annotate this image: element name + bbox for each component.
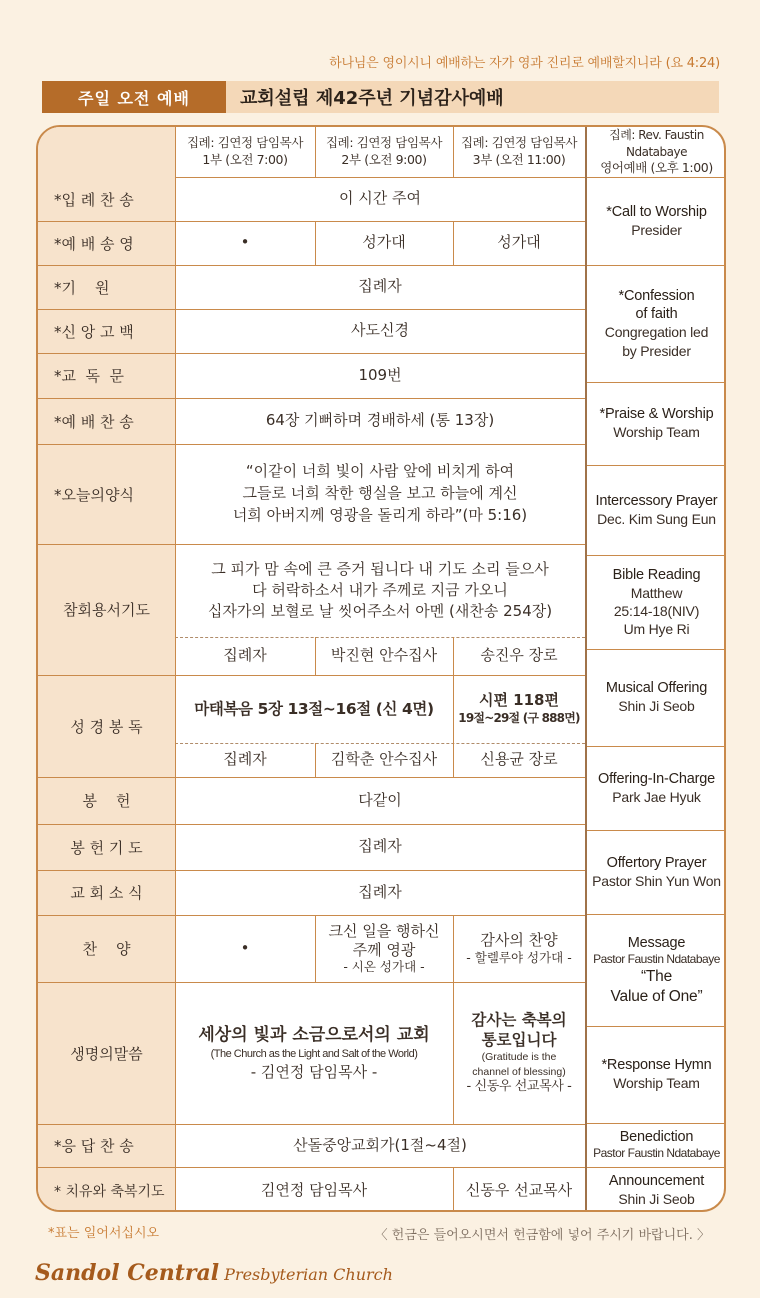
row-label-greet: *예 배 송 영 xyxy=(38,221,175,265)
en-response-sub: Worship Team xyxy=(613,1075,700,1092)
column-header-1-officiant: 집례: 김연정 담임목사 xyxy=(186,135,304,151)
divider xyxy=(315,915,316,982)
divider xyxy=(453,221,454,265)
divider xyxy=(38,265,585,266)
divider xyxy=(585,649,726,650)
en-offering-sub: Park Jae Hyuk xyxy=(612,788,701,805)
divider xyxy=(38,544,585,545)
divider xyxy=(585,555,726,556)
service-title: 교회설립 제42주년 기념감사예배 xyxy=(240,88,504,109)
sermon-12-preacher: - 김연정 담임목사 - xyxy=(250,1062,378,1081)
daily-bread-line-2: 그들로 너희 착한 행실을 보고 하늘에 계신 xyxy=(242,484,518,503)
divider xyxy=(585,1026,726,1027)
invocation-text: 집례자 xyxy=(358,277,402,296)
row-label-scripture: 성 경 봉 독 xyxy=(38,675,175,777)
en-call-to-worship xyxy=(585,177,726,265)
en-message xyxy=(585,914,726,1026)
divider xyxy=(38,309,585,310)
scripture-reader-1: 집례자 xyxy=(223,750,267,769)
anthem-2 xyxy=(315,915,453,982)
row-label-hymn: *예 배 찬 송 xyxy=(38,398,175,444)
en-offertory-sub: Pastor Shin Yun Won xyxy=(592,872,721,889)
scripture-reader-2: 김학춘 안수집사 xyxy=(330,750,438,769)
en-confession-title-1: *Confession xyxy=(618,288,695,305)
divider xyxy=(585,1123,726,1124)
row-label-prayer: *기 원 xyxy=(38,265,175,309)
column-header-3-time: 3부 (오전 11:00) xyxy=(472,152,566,167)
blessing-pastor-12: 김연정 담임목사 xyxy=(260,1180,368,1199)
response-hymn-text: 산돌중앙교회가(1절~4절) xyxy=(293,1135,467,1154)
church-news-text: 집례자 xyxy=(358,882,402,901)
divider xyxy=(453,127,454,177)
repentance-hymn-text xyxy=(175,544,585,637)
en-praise-sub: Worship Team xyxy=(613,424,700,441)
service-label: 주일 오전 예배 xyxy=(42,81,226,113)
sermon-12 xyxy=(175,982,453,1124)
dashed-divider xyxy=(175,743,585,744)
hymn-text: 64장 기뻐하며 경배하세 (통 13장) xyxy=(265,411,495,430)
sermon-12-title: 세상의 빛과 소금으로서의 교회 xyxy=(198,1024,430,1045)
column-header-4-officiant: 집례: Rev. Faustin Ndatabaye xyxy=(609,128,704,159)
church-logo-name: Sandol Central xyxy=(35,1260,220,1286)
divider xyxy=(175,177,585,178)
en-bible-book: Matthew xyxy=(630,584,683,601)
call-to-worship-text: 이 시간 주여 xyxy=(339,189,421,208)
en-benediction-sub: Pastor Faustin Ndatabaye xyxy=(593,1146,720,1161)
scripture-passage-3 xyxy=(453,675,585,743)
en-musical-offering xyxy=(585,649,726,746)
en-praise xyxy=(585,382,726,465)
sermon-3-title-2: 통로입니다 xyxy=(481,1030,557,1049)
order-of-worship-table xyxy=(36,125,726,1212)
scripture-passage-12: 마태복음 5장 13절~16절 (신 4면) xyxy=(194,699,434,718)
row-label-reading: *교 독 문 xyxy=(38,353,175,398)
divider xyxy=(585,914,726,915)
responsive-reading-text: 109번 xyxy=(358,365,402,384)
en-call-title: *Call to Worship xyxy=(606,203,707,220)
church-logo xyxy=(35,1260,393,1286)
divider xyxy=(453,743,454,777)
repentance-line-3: 십자가의 보혈로 날 씻어주소서 아멘 (새찬송 254장) xyxy=(207,602,553,620)
divider xyxy=(38,444,585,445)
scripture-reader-3: 신용균 장로 xyxy=(480,750,558,769)
divider xyxy=(175,127,176,1212)
en-confession-sub-2: by Presider xyxy=(622,342,691,359)
row-label-offertory-prayer: 봉 헌 기 도 xyxy=(38,824,175,870)
en-musical-sub: Shin Ji Seob xyxy=(618,698,695,715)
divider xyxy=(38,777,585,778)
divider xyxy=(585,177,726,178)
en-benediction-title: Benediction xyxy=(619,1129,694,1146)
sermon-3 xyxy=(453,982,585,1124)
en-call-sub: Presider xyxy=(631,221,682,238)
en-confession-sub-1: Congregation led xyxy=(604,324,709,341)
repentance-line-2: 다 허락하소서 내가 주께로 지금 가오니 xyxy=(252,581,508,599)
dashed-divider xyxy=(175,637,585,638)
greet-choir-3: 성가대 xyxy=(497,233,541,252)
row-label-repent: 참회용서기도 xyxy=(38,544,175,675)
divider xyxy=(38,675,585,676)
en-message-sermon-1: “The xyxy=(640,968,673,986)
divider xyxy=(585,465,726,466)
en-announcement-title: Announcement xyxy=(608,1173,705,1190)
row-label-creed: *신 앙 고 백 xyxy=(38,309,175,353)
anthem-2-line-1: 크신 일을 행하신 xyxy=(328,921,440,940)
row-label-blessing: * 치유와 축복기도 xyxy=(38,1167,175,1212)
column-header-1 xyxy=(175,127,315,177)
anthem-3 xyxy=(453,915,585,982)
en-response-title: *Response Hymn xyxy=(601,1057,712,1074)
greet-choir-2: 성가대 xyxy=(362,233,406,252)
en-offertory-title: Offertory Prayer xyxy=(606,854,707,871)
en-praise-title: *Praise & Worship xyxy=(599,406,714,423)
greet-bullet: • xyxy=(240,233,250,252)
en-offering-in-charge xyxy=(585,746,726,830)
en-bible-verses: 25:14-18(NIV) xyxy=(613,602,700,619)
sermon-3-title-1: 감사는 축복의 xyxy=(471,1010,567,1029)
column-header-2-officiant: 집례: 김연정 담임목사 xyxy=(325,135,443,151)
divider xyxy=(585,127,587,1212)
scripture-passage-3-book: 시편 118편 xyxy=(478,691,559,710)
divider xyxy=(315,221,316,265)
anthem-3-choir: - 할렐루야 성가대 - xyxy=(466,950,572,966)
daily-bread-text xyxy=(175,444,585,544)
en-intercessory-title: Intercessory Prayer xyxy=(595,492,718,509)
column-header-3 xyxy=(453,127,585,177)
en-message-preacher: Pastor Faustin Ndatabaye xyxy=(593,951,720,966)
column-header-2-time: 2부 (오전 9:00) xyxy=(341,152,427,167)
row-label-sermon: 생명의말씀 xyxy=(38,982,175,1124)
en-offering-title: Offering-In-Charge xyxy=(597,770,716,787)
divider xyxy=(315,743,316,777)
divider xyxy=(38,870,585,871)
creed-text: 사도신경 xyxy=(351,321,409,340)
row-label-response: *응 답 찬 송 xyxy=(38,1124,175,1167)
divider xyxy=(38,1167,585,1168)
en-bible-reading xyxy=(585,555,726,649)
en-announcement xyxy=(585,1167,726,1212)
repentance-leader-3: 송진우 장로 xyxy=(480,646,558,665)
divider xyxy=(585,382,726,383)
divider xyxy=(38,221,585,222)
standing-note: *표는 일어서십시오 xyxy=(48,1226,160,1241)
en-announcement-sub: Shin Ji Seob xyxy=(618,1191,695,1208)
divider xyxy=(315,637,316,675)
repentance-leader-1: 집례자 xyxy=(223,646,267,665)
anthem-bullet: • xyxy=(240,938,250,957)
divider xyxy=(585,746,726,747)
en-bible-reader: Um Hye Ri xyxy=(623,621,690,638)
divider xyxy=(38,1124,585,1125)
row-label-liturgy: *오늘의양식 xyxy=(38,444,175,544)
sermon-12-english: (The Church as the Light and Salt of the World) xyxy=(210,1047,418,1060)
divider xyxy=(38,353,585,354)
row-label-news: 교 회 소 식 xyxy=(38,870,175,915)
en-intercessory-sub: Dec. Kim Sung Eun xyxy=(597,510,716,527)
sermon-3-english-1: (Gratitude is the xyxy=(481,1051,557,1063)
en-response-hymn xyxy=(585,1026,726,1123)
en-benediction xyxy=(585,1123,726,1167)
divider xyxy=(585,830,726,831)
row-label-anthem: 찬 양 xyxy=(38,915,175,982)
divider xyxy=(38,982,585,983)
repentance-line-1: 그 피가 맘 속에 큰 증거 됩니다 내 기도 소리 들으사 xyxy=(211,560,549,578)
en-message-title: Message xyxy=(627,934,686,951)
divider xyxy=(38,824,585,825)
sermon-3-preacher: - 신동우 선교목사 - xyxy=(466,1079,572,1095)
en-bible-title: Bible Reading xyxy=(612,566,701,583)
divider xyxy=(38,398,585,399)
daily-bread-line-3: 너희 아버지께 영광을 돌리게 하라”(마 5:16) xyxy=(232,505,528,524)
divider xyxy=(453,982,454,1124)
column-header-4 xyxy=(585,127,726,177)
column-header-3-officiant: 집례: 김연정 담임목사 xyxy=(460,135,578,151)
service-header xyxy=(42,81,719,113)
divider xyxy=(453,637,454,675)
scripture-passage-3-verses: 19절~29절 (구 888면) xyxy=(458,710,580,725)
row-label-call: *입 례 찬 송 xyxy=(38,177,175,221)
divider xyxy=(453,675,454,743)
offering-text: 다같이 xyxy=(358,790,402,809)
anthem-3-line-1: 감사의 찬양 xyxy=(480,930,558,949)
offering-note: 〈 헌금은 들어오시면서 헌금함에 넣어 주시기 바랍니다. 〉 xyxy=(374,1228,710,1243)
en-confession xyxy=(585,265,726,382)
daily-bread-line-1: “이같이 너희 빛이 사람 앞에 비치게 하여 xyxy=(245,462,515,481)
divider xyxy=(453,1167,454,1212)
divider xyxy=(453,915,454,982)
column-header-2 xyxy=(315,127,453,177)
en-message-sermon-2: Value of One” xyxy=(610,987,703,1005)
anthem-2-choir: - 시온 성가대 - xyxy=(343,959,425,975)
scripture-verse: 하나님은 영이시니 예배하는 자가 영과 진리로 예배할지니라 (요 4:24) xyxy=(329,56,720,71)
divider xyxy=(585,265,726,266)
divider xyxy=(38,915,585,916)
divider xyxy=(315,127,316,177)
offertory-prayer-text: 집례자 xyxy=(358,837,402,856)
en-intercessory xyxy=(585,465,726,555)
anthem-2-line-2: 주께 영광 xyxy=(352,940,416,959)
en-musical-title: Musical Offering xyxy=(605,680,708,697)
repentance-leader-2: 박진현 안수집사 xyxy=(330,646,438,665)
column-header-1-time: 1부 (오전 7:00) xyxy=(202,152,288,167)
en-offertory-prayer xyxy=(585,830,726,914)
en-confession-title-2: of faith xyxy=(635,306,678,323)
sermon-3-english-2: channel of blessing) xyxy=(472,1065,566,1078)
column-header-4-time: 영어예배 (오후 1:00) xyxy=(600,159,713,175)
divider xyxy=(585,1167,726,1168)
church-logo-subtitle: Presbyterian Church xyxy=(224,1265,393,1284)
row-label-offering: 봉 헌 xyxy=(38,777,175,824)
blessing-pastor-3: 신동우 선교목사 xyxy=(465,1180,573,1199)
